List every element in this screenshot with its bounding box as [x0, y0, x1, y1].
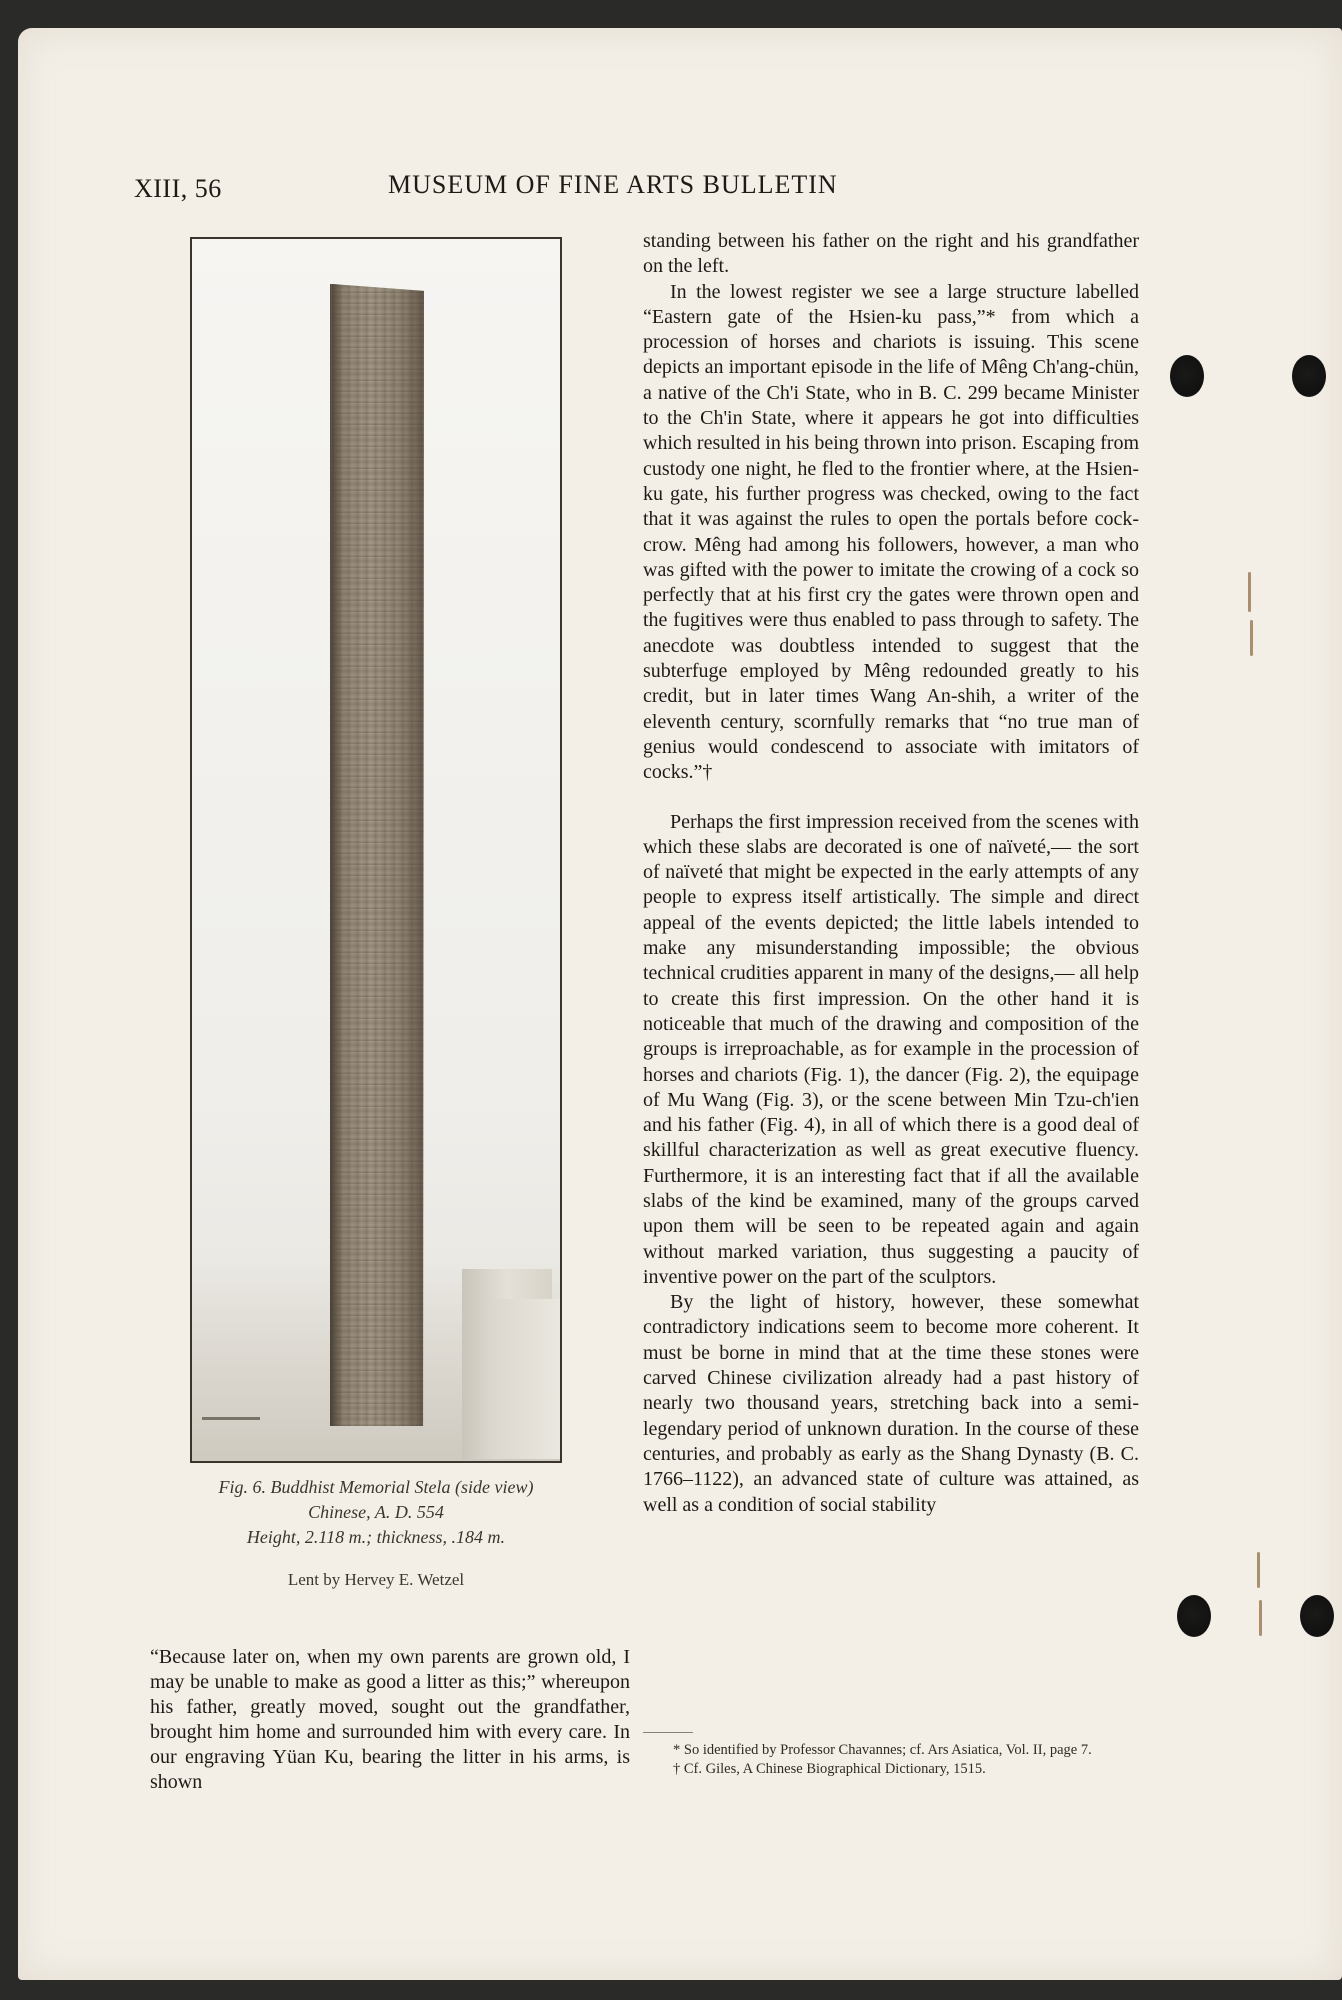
- folio-number: XIII, 56: [134, 174, 222, 203]
- paragraph-hsien-ku-gate: In the lowest register we see a large structure labelled “Eastern gate of the Hsien-ku pass,”* from which a procession of horses and chariots is issuing. This scene depicts an important episode in the life of Mêng Ch'ang-chün, a native of the Ch'i State, who in B. C. 299 became Minister to the Ch'in State, where it appears he got into difficulties which resulted in his being thrown into prison. Escaping from custody one night, he fled to the frontier where, at the Hsien-ku gate, his further progress was checked, owing to the fact that it was against the rules to open the portals before cock-crow. Mêng had among his followers, however, a man who was gifted with the power to imitate the crowing of a cock so perfectly that at his first cry the gates were thrown open and the fugitives were thus enabled to pass through to safety. The anecdote was doubtless intended to suggest that the subterfuge employed by Mêng redounded greatly to his credit, but in later times Wang An-shih, a writer of the eleventh century, scornfully remarks that “no true man of genius would condescend to associate with imitators of cocks.”†: [643, 280, 1139, 784]
- footnote-chavannes: * So identified by Professor Chavannes; cf. Ars Asiatica, Vol. II, page 7.: [673, 1742, 1092, 1758]
- paragraph-continuation: standing between his father on the right and his grandfather on the left.: [643, 230, 1139, 278]
- punch-hole-top-left: [1170, 355, 1204, 397]
- left-column-text: “Because later on, when my own parents are grown old, I may be unable to make as good a litter as this;” whereupon his father, greatly moved, sought out the grandfather, brought him home and surrounded him with every care. In our engraving Yüan Ku, bearing the litter in his arms, is shown: [150, 1646, 630, 1793]
- photo-plinth-step: [492, 1299, 562, 1459]
- binding-mark: [1257, 1552, 1260, 1588]
- footnote-rule: [643, 1732, 693, 1733]
- footnotes: [643, 1741, 1139, 1779]
- binding-mark: [1250, 620, 1253, 656]
- stela-shadow-edge: [330, 284, 340, 1426]
- punch-hole-bottom-right: [1300, 1595, 1334, 1637]
- figure-caption-title: Fig. 6. Buddhist Memorial Stela (side view): [218, 1477, 534, 1497]
- paragraph-gap: [643, 786, 1139, 810]
- running-head: [0, 170, 1342, 206]
- binding-mark: [1248, 572, 1251, 612]
- figure-credit: Lent by Hervey E. Wetzel: [287, 1570, 465, 1589]
- right-column: [643, 229, 1139, 1518]
- stela-photograph: [190, 237, 562, 1463]
- binding-mark: [1259, 1600, 1262, 1636]
- paragraph-history: By the light of history, however, these somewhat contradictory indications seem to become more coherent. It must be borne in mind that at the time these stones were carved Chinese civilization already had a past history of nearly two thousand years, stretching back into a semi-legendary period of unknown duration. In the course of these centuries, and probably as early as the Shang Dynasty (B. C. 1766–1122), an advanced state of culture was attained, as well as a condition of social stability: [643, 1291, 1139, 1516]
- photo-floor-line: [202, 1417, 260, 1420]
- figure-caption-dimensions: Height, 2.118 m.; thickness, .184 m.: [246, 1527, 506, 1547]
- stela-image: [330, 284, 424, 1426]
- figure-caption-date: Chinese, A. D. 554: [308, 1502, 444, 1522]
- paragraph-naivete: Perhaps the first impression received from the scenes with which these slabs are decorated is one of naïveté,— the sort of naïveté that might be expected in the early attempts of any people to express itself artistically. The simple and direct appeal of the events depicted; the little labels intended to make any misunderstanding impossible; the obvious technical crudities apparent in many of the designs,— all help to create this first impression. On the other hand it is noticeable that much of the drawing and composition of the groups is irreproachable, as for example in the procession of horses and chariots (Fig. 1), the dancer (Fig. 2), the equipage of Mu Wang (Fig. 3), or the scene between Min Tzu-ch'ien and his father (Fig. 4), in all of which there is a good deal of skillful characterization as well as great executive fluency. Furthermore, it is an interesting fact that if all the available slabs of the kind be examined, many of the groups carved upon them will be seen to be repeated again and again without marked variation, thus suggesting a paucity of inventive power on the part of the sculptors.: [643, 810, 1139, 1288]
- journal-title: MUSEUM OF FINE ARTS BULLETIN: [388, 170, 838, 199]
- punch-hole-bottom-left: [1177, 1595, 1211, 1637]
- punch-hole-top-right: [1292, 355, 1326, 397]
- footnote-giles: † Cf. Giles, A Chinese Biographical Dictionary, 1515.: [673, 1761, 986, 1777]
